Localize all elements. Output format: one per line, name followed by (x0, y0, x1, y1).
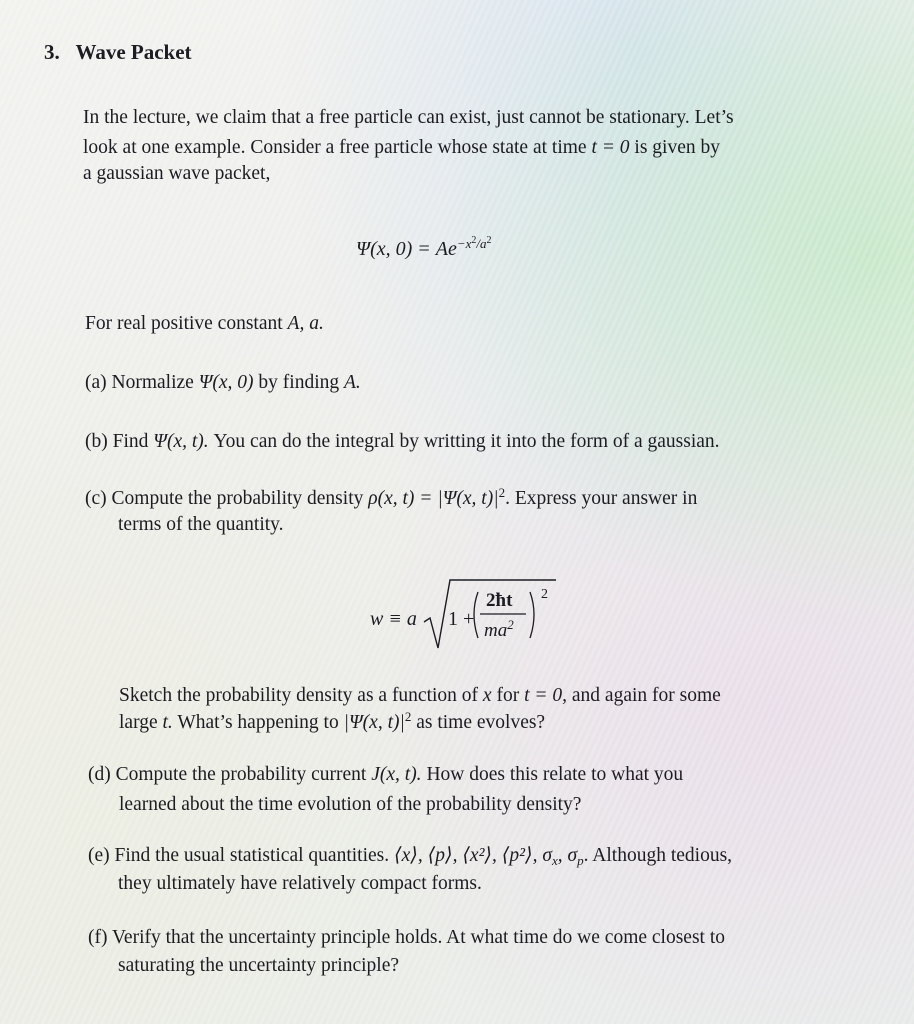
part-e-rest: . Although tedious, (583, 845, 733, 866)
w-lhs: w ≡ a (370, 608, 417, 630)
part-e-sub-x: x (551, 853, 558, 868)
part-e-label: (e) Find the usual statistical quantities. (88, 845, 390, 866)
part-a (85, 370, 361, 396)
exponent-x: −x (456, 236, 472, 251)
sketch-line-2-b: What’s happening to (177, 712, 339, 733)
w-equation-lhs (370, 608, 417, 631)
part-e (88, 843, 732, 869)
outer-exponent: 2 (541, 587, 548, 602)
problem-title: Wave Packet (75, 40, 192, 64)
part-e-sigma-p: , σ (557, 845, 578, 866)
part-e-sub-p: p (577, 853, 584, 868)
part-a-math: Ψ(x, 0) (198, 372, 254, 393)
part-d-rest: How does this relate to what you (426, 764, 684, 785)
part-a-mid: by finding (258, 372, 340, 393)
problem-heading (44, 40, 192, 65)
sketch-line-1 (119, 683, 721, 709)
part-c-line-2: terms of the quantity. (118, 514, 284, 535)
denominator-sup: 2 (507, 617, 514, 632)
fraction-denominator (484, 617, 514, 642)
one-plus: 1 + (448, 608, 475, 630)
constants-text: For real positive constant (85, 313, 283, 334)
intro-line-2 (83, 135, 720, 161)
denominator-text: ma (484, 620, 508, 641)
part-b-rest: You can do the integral by writting it into the form of a gaussian. (213, 431, 720, 452)
constants-math: A, a. (287, 313, 324, 334)
part-b-label: (b) Find (85, 431, 149, 452)
part-e-math: ⟨x⟩, ⟨p⟩, ⟨x²⟩, ⟨p²⟩, σ (393, 845, 552, 866)
sketch-line-1-c: and again for some (571, 685, 721, 706)
equation-lhs: Ψ(x, 0) = Ae (356, 238, 457, 260)
sketch-math: |Ψ(x, t)| (343, 712, 405, 733)
sketch-line-2-c: as time evolves? (416, 712, 546, 733)
time-zero-math: t = 0 (591, 137, 630, 158)
problem-number: 3. (44, 40, 60, 64)
part-c (85, 486, 697, 512)
sketch-sup: 2 (404, 709, 412, 724)
exponent-sq: 2 (471, 235, 477, 246)
sketch-line-2-a: large (119, 712, 158, 733)
part-f-line-2: saturating the uncertainty principle? (118, 955, 400, 976)
sketch-t: t. (162, 712, 173, 733)
sqrt-symbol (420, 574, 560, 654)
part-e-line-2: they ultimately have relatively compact forms. (118, 873, 482, 894)
part-d-line-2: learned about the time evolution of the probability density? (119, 794, 582, 815)
part-b (85, 429, 720, 455)
part-c-rest: . Express your answer in (505, 488, 698, 509)
sketch-line-2 (119, 710, 545, 736)
part-d-label: (d) Compute the probability current (88, 764, 367, 785)
intro-line-2-text: look at one example. Consider a free particle whose state at time (83, 137, 587, 158)
part-c-sup: 2 (498, 485, 506, 500)
intro-line-2-suffix: is given by (634, 137, 720, 158)
sketch-t0: t = 0, (524, 685, 568, 706)
part-c-label: (c) Compute the probability density (85, 488, 364, 509)
part-d (88, 762, 683, 788)
left-paren (474, 592, 478, 638)
part-d-math: J(x, t). (371, 764, 422, 785)
part-b-math: Ψ(x, t). (153, 431, 209, 452)
right-paren (530, 592, 534, 638)
sketch-line-1-b: for (496, 685, 520, 706)
part-a-var: A. (344, 372, 361, 393)
exponent-div: /a (476, 236, 487, 251)
fraction-numerator: 2ħt (486, 590, 513, 611)
wave-packet-equation (356, 235, 492, 261)
sketch-line-1-a: Sketch the probability density as a function of (119, 685, 479, 706)
intro-line-1: In the lecture, we claim that a free particle can exist, just cannot be stationary. Let’s (83, 107, 734, 128)
part-f-line-1: (f) Verify that the uncertainty principle holds. At what time do we come closest to (88, 927, 726, 948)
constants-line (85, 311, 324, 337)
exponent-sq2: 2 (486, 235, 492, 246)
sketch-x: x (482, 685, 492, 706)
intro-line-3: a gaussian wave packet, (83, 163, 271, 184)
part-c-math: ρ(x, t) = |Ψ(x, t)| (368, 488, 499, 509)
part-a-label: (a) Normalize (85, 372, 194, 393)
